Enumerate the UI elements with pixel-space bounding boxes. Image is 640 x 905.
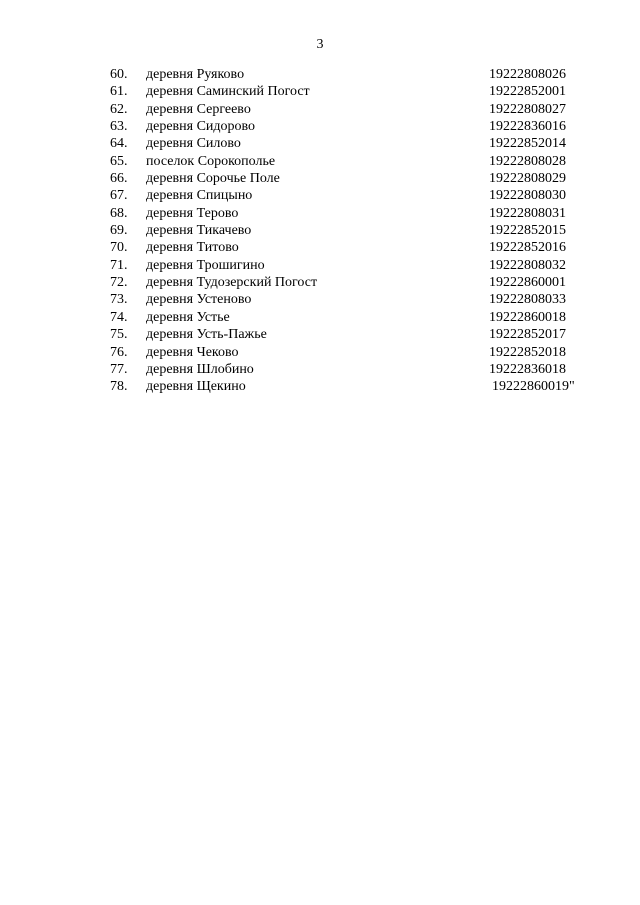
oktmo-code: 19222808029 <box>489 171 566 187</box>
settlement-name: деревня Усть-Пажье <box>146 327 267 343</box>
list-item <box>0 222 640 239</box>
settlement-name: деревня Шлобино <box>146 361 254 377</box>
list-item <box>0 291 640 308</box>
settlement-name: деревня Сорочье Поле <box>146 171 280 187</box>
page-number: 3 <box>316 37 324 52</box>
oktmo-code: 19222852018 <box>489 344 566 360</box>
oktmo-code: 19222808032 <box>489 257 566 273</box>
list-item <box>0 135 640 152</box>
list-item <box>0 187 640 204</box>
settlement-name: деревня Терово <box>146 205 239 221</box>
settlement-name: деревня Спицыно <box>146 188 253 204</box>
oktmo-code: 19222808031 <box>489 205 566 221</box>
item-number: 62. <box>110 101 128 117</box>
item-number: 71. <box>110 257 128 273</box>
settlement-list <box>0 66 640 396</box>
settlement-name: деревня Щекино <box>146 379 246 395</box>
settlement-name: деревня Устье <box>146 309 230 325</box>
oktmo-code: 19222860001 <box>489 275 566 291</box>
settlement-name: деревня Руяково <box>146 67 245 82</box>
list-item <box>0 83 640 100</box>
settlement-name: деревня Тикачево <box>146 223 252 239</box>
list-item <box>0 118 640 135</box>
list-item <box>0 66 640 83</box>
item-number: 68. <box>110 205 128 221</box>
settlement-name: деревня Силово <box>146 136 241 152</box>
settlement-name: деревня Трошигино <box>146 257 265 273</box>
oktmo-code: 19222808028 <box>489 153 566 169</box>
item-number: 72. <box>110 275 128 291</box>
list-item <box>0 101 640 118</box>
oktmo-code: 19222852015 <box>489 223 566 239</box>
oktmo-code: 19222860019" <box>492 379 575 395</box>
list-item <box>0 153 640 170</box>
oktmo-code: 19222852016 <box>489 240 566 256</box>
item-number: 75. <box>110 327 128 343</box>
oktmo-code: 19222808026 <box>489 67 566 82</box>
oktmo-code: 19222808033 <box>489 292 566 308</box>
item-number: 69. <box>110 223 128 239</box>
item-number: 77. <box>110 361 128 377</box>
settlement-name: деревня Чеково <box>146 344 239 360</box>
oktmo-code: 19222836016 <box>489 119 566 135</box>
item-number: 78. <box>110 379 128 395</box>
oktmo-code: 19222808027 <box>489 101 566 117</box>
list-item <box>0 257 640 274</box>
list-item <box>0 274 640 291</box>
list-item <box>0 309 640 326</box>
item-number: 74. <box>110 309 128 325</box>
list-item <box>0 205 640 222</box>
oktmo-code: 19222852014 <box>489 136 566 152</box>
item-number: 63. <box>110 119 128 135</box>
settlement-name: деревня Устеново <box>146 292 252 308</box>
list-item <box>0 326 640 343</box>
oktmo-code: 19222808030 <box>489 188 566 204</box>
oktmo-code: 19222836018 <box>489 361 566 377</box>
settlement-name: деревня Саминский Погост <box>146 84 310 100</box>
settlement-name: деревня Сергеево <box>146 101 251 117</box>
oktmo-code: 19222852017 <box>489 327 566 343</box>
item-number: 76. <box>110 344 128 360</box>
item-number: 64. <box>110 136 128 152</box>
item-number: 61. <box>110 84 128 100</box>
list-item <box>0 361 640 378</box>
item-number: 60. <box>110 67 128 82</box>
list-item <box>0 170 640 187</box>
settlement-name: деревня Сидорово <box>146 119 256 135</box>
oktmo-code: 19222852001 <box>489 84 566 100</box>
settlement-name: деревня Тудозерский Погост <box>146 275 318 291</box>
settlement-name: деревня Титово <box>146 240 239 256</box>
item-number: 66. <box>110 171 128 187</box>
item-number: 67. <box>110 188 128 204</box>
list-item <box>0 378 640 395</box>
oktmo-code: 19222860018 <box>489 309 566 325</box>
item-number: 65. <box>110 153 128 169</box>
list-item <box>0 239 640 256</box>
settlement-name: поселок Сорокополье <box>146 153 276 169</box>
list-item <box>0 344 640 361</box>
item-number: 70. <box>110 240 128 256</box>
item-number: 73. <box>110 292 128 308</box>
